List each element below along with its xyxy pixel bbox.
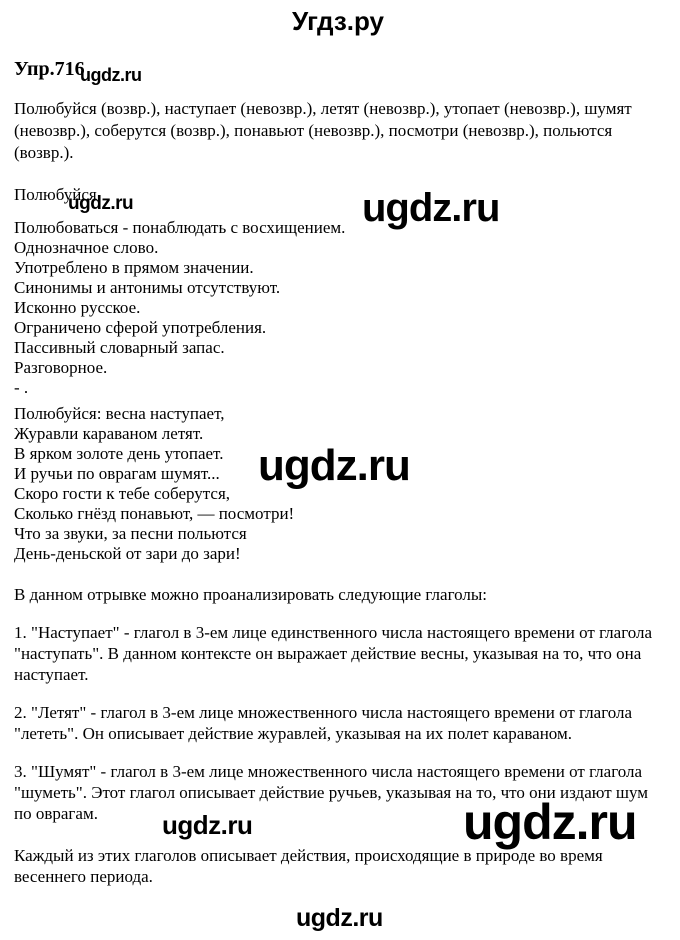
watermark-5: ugdz.ru (162, 810, 253, 840)
poem-line: Скоро гости к тебе соберутся, (14, 484, 231, 503)
analysis-line: Разговорное. (14, 358, 108, 377)
conclusion-paragraph: Каждый из этих глаголов описывает действия, происходящие в природе во время весеннего периода. (14, 846, 603, 886)
analysis-line: Ограничено сферой употребления. (14, 318, 267, 337)
verb-paragraph: 3. "Шумят" - глагол в 3-ем лице множественного числа настоящего времени от глагола "шуметь". Этот глагол описывает действие ручьев, указывая на то, что они издают шум по оврагам. (14, 762, 649, 823)
poem-line: День-деньской от зари до зари! (14, 544, 241, 563)
poem-line: Что за звуки, за песни польются (14, 524, 247, 543)
analysis-line: Полюбоваться - понаблюдать с восхищением. (14, 218, 346, 237)
poem-line: И ручьи по оврагам шумят... (14, 464, 220, 483)
watermark-2: ugdz.ru (68, 193, 134, 214)
word-title: Полюбуйся (14, 185, 97, 204)
verb-paragraph: 2. "Летят" - глагол в 3-ем лице множественного числа настоящего времени от глагола "лететь". Он описывает действие журавлей, указывая на их полет караваном. (14, 703, 633, 743)
exercise-label: Упр.716 (14, 58, 85, 80)
watermark-1: ugdz.ru (80, 65, 142, 85)
analysis-line: - . (14, 378, 29, 397)
analysis-line: Синонимы и антонимы отсутствуют. (14, 278, 281, 297)
watermark-3: ugdz.ru (362, 186, 500, 230)
analysis-line: Исконно русское. (14, 298, 141, 317)
analysis-line: Однозначное слово. (14, 238, 159, 257)
page-title: Угдз.ру (292, 6, 384, 36)
watermark-7: ugdz.ru (296, 904, 383, 932)
analysis-line: Пассивный словарный запас. (14, 338, 225, 357)
watermark-6: ugdz.ru (463, 794, 637, 850)
poem-line: Полюбуйся: весна наступает, (14, 404, 225, 423)
intro-line: В данном отрывке можно проанализировать следующие глаголы: (14, 585, 488, 604)
classification-line: Полюбуйся (возвр.), наступает (невозвр.), летят (невозвр.), утопает (невозвр.), шумят (невозвр.), соберутся (возвр.), понавьют (невозвр.), посмотри (невозвр.), польются (возвр.). (14, 99, 632, 162)
poem-line: Журавли караваном летят. (14, 424, 204, 443)
analysis-line: Употреблено в прямом значении. (14, 258, 254, 277)
word-analysis-list (14, 218, 662, 398)
poem-line: Сколько гнёзд понавьют, — посмотри! (14, 504, 295, 523)
watermark-4: ugdz.ru (258, 441, 410, 490)
verb-paragraph: 1. "Наступает" - глагол в 3-ем лице единственного числа настоящего времени от глагола "наступать". В данном контексте он выражает действие весны, указывая на то, что она наступает. (14, 623, 653, 684)
poem-line: В ярком золоте день утопает. (14, 444, 224, 463)
